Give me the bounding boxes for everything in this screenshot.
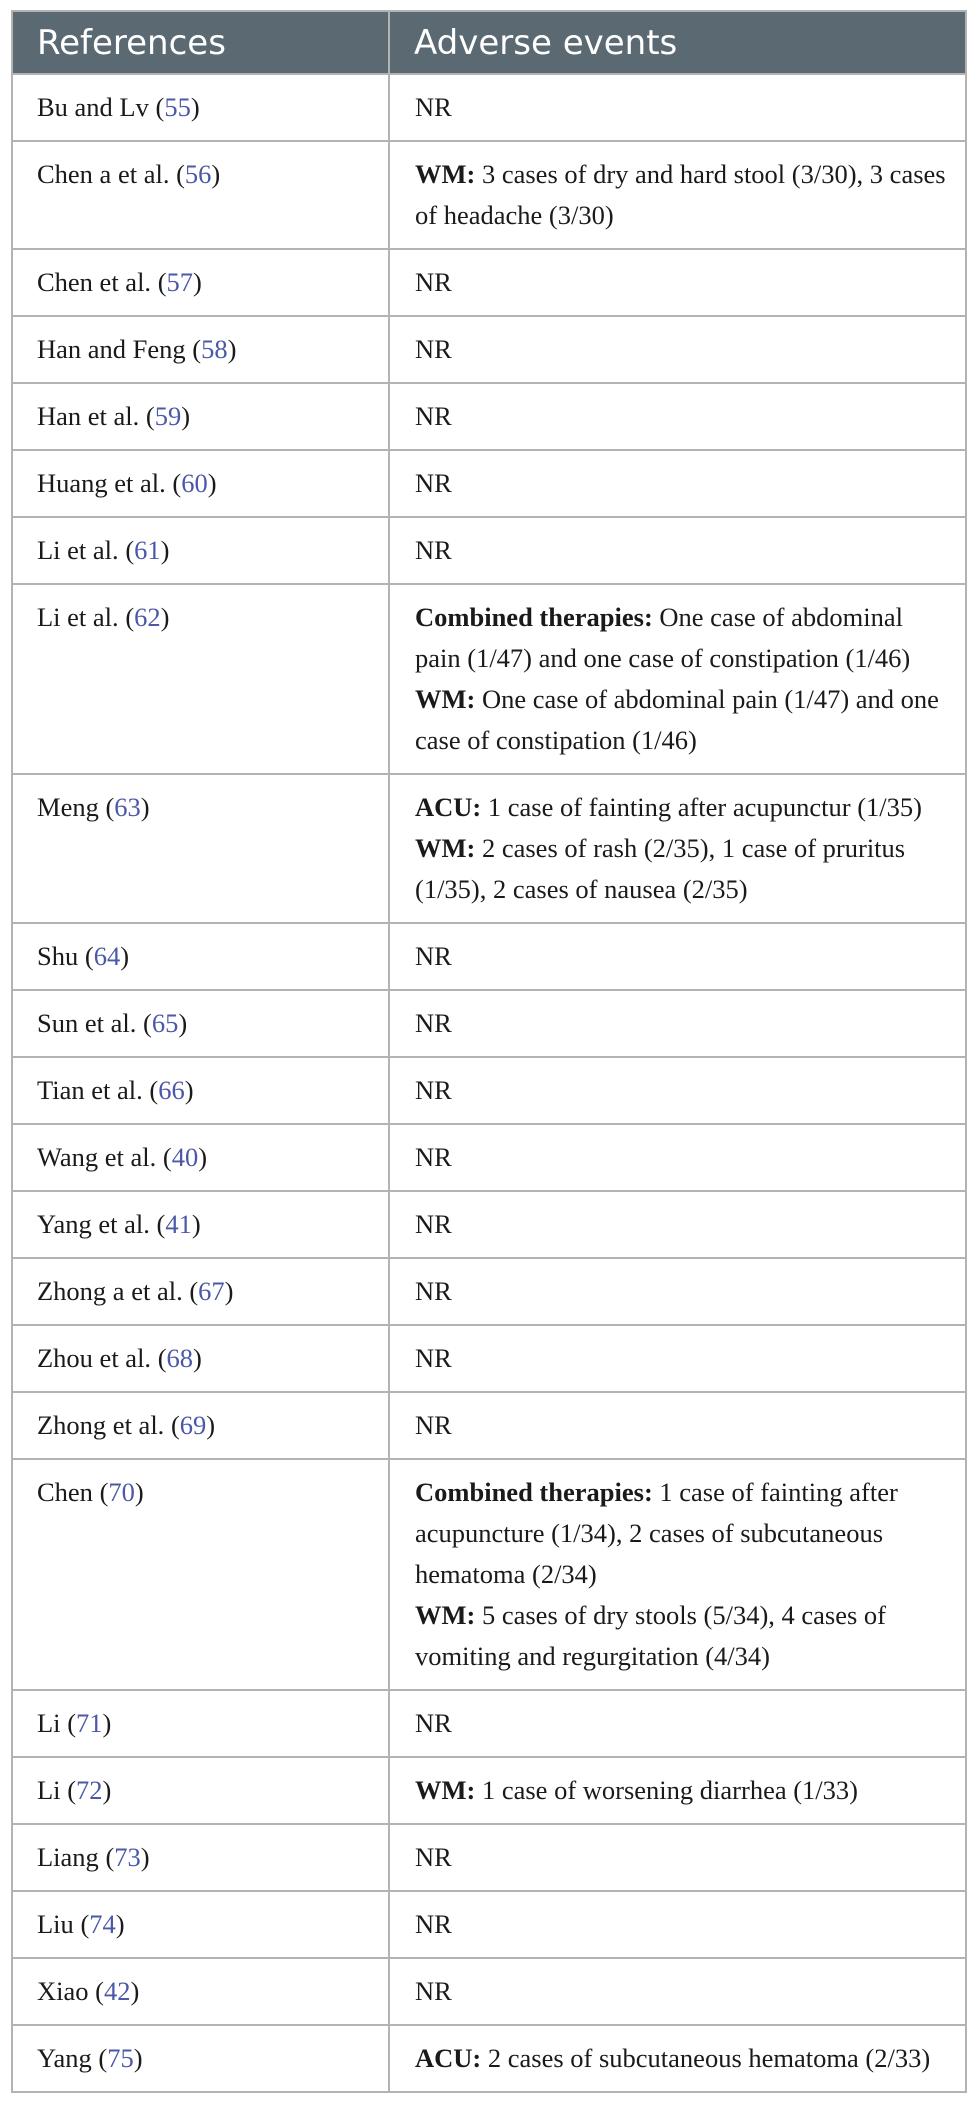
reference-cell: Zhong a et al. (67)	[12, 1258, 389, 1325]
adverse-event-text: 2 cases of rash (2/35), 1 case of pruritus (1/35), 2 cases of nausea (2/35)	[415, 833, 906, 904]
reference-cell: Huang et al. (60)	[12, 450, 389, 517]
reference-name: Li et al.	[37, 602, 119, 632]
adverse-event-entry	[415, 787, 955, 828]
table-row	[12, 450, 966, 517]
citation-link[interactable]: 61	[134, 535, 161, 565]
citation-link[interactable]: 55	[164, 92, 191, 122]
reference-cell: Han et al. (59)	[12, 383, 389, 450]
citation-link[interactable]: 64	[93, 941, 121, 971]
table-row	[12, 1057, 966, 1124]
citation-link[interactable]: 68	[166, 1343, 194, 1373]
citation-link[interactable]: 60	[181, 468, 208, 498]
adverse-events-cell	[389, 1124, 966, 1191]
adverse-events-cell	[389, 584, 966, 774]
adverse-events-cell	[389, 1191, 966, 1258]
reference-name: Meng	[37, 792, 99, 822]
table-row	[12, 1325, 966, 1392]
reference-name: Wang et al.	[37, 1142, 157, 1172]
table-row	[12, 1757, 966, 1824]
citation-link[interactable]: 63	[114, 792, 141, 822]
citation-link[interactable]: 74	[89, 1909, 116, 1939]
reference-name: Sun et al.	[37, 1008, 137, 1038]
reference-cell: Tian et al. (66)	[12, 1057, 389, 1124]
reference-name: Shu	[37, 941, 79, 971]
adverse-event-text: NR	[415, 92, 452, 122]
table-row	[12, 383, 966, 450]
adverse-event-text: NR	[415, 1976, 452, 2006]
reference-name: Chen	[37, 1477, 93, 1507]
treatment-group-label: Combined therapies:	[415, 1477, 653, 1507]
reference-cell: Li et al. (61)	[12, 517, 389, 584]
adverse-events-cell	[389, 383, 966, 450]
adverse-event-text: NR	[415, 401, 452, 431]
adverse-events-cell	[389, 1824, 966, 1891]
adverse-event-entry	[415, 1770, 955, 1811]
reference-cell: Liu (74)	[12, 1891, 389, 1958]
reference-cell: Chen a et al. (56)	[12, 141, 389, 249]
citation-link[interactable]: 41	[165, 1209, 192, 1239]
table-row	[12, 316, 966, 383]
reference-name: Zhong a et al.	[37, 1276, 183, 1306]
adverse-event-text: NR	[415, 535, 452, 565]
adverse-event-text: 1 case of worsening diarrhea (1/33)	[481, 1775, 858, 1805]
adverse-event-entry	[415, 1070, 955, 1111]
reference-cell: Chen (70)	[12, 1459, 389, 1690]
reference-cell: Li et al. (62)	[12, 584, 389, 774]
table-row	[12, 1459, 966, 1690]
adverse-events-cell	[389, 923, 966, 990]
citation-link[interactable]: 66	[158, 1075, 185, 1105]
adverse-event-entry	[415, 396, 955, 437]
reference-cell: Wang et al. (40)	[12, 1124, 389, 1191]
header-references: References	[12, 11, 389, 74]
adverse-event-text: 1 case of fainting after acupunctur (1/35)	[487, 792, 922, 822]
adverse-event-entry	[415, 679, 955, 761]
adverse-events-cell	[389, 1392, 966, 1459]
adverse-events-cell	[389, 2025, 966, 2092]
adverse-event-text: 1 case of fainting after acupuncture (1/34), 2 cases of subcutaneous hematoma (2/34)	[415, 1477, 898, 1589]
citation-link[interactable]: 65	[151, 1008, 179, 1038]
adverse-event-text: 2 cases of subcutaneous hematoma (2/33)	[487, 2043, 931, 2073]
adverse-event-text: NR	[415, 1708, 452, 1738]
citation-link[interactable]: 75	[107, 2043, 134, 2073]
table-row	[12, 1824, 966, 1891]
adverse-event-entry	[415, 1904, 955, 1945]
table-row	[12, 1958, 966, 2025]
adverse-event-entry	[415, 87, 955, 128]
adverse-event-text: NR	[415, 334, 452, 364]
adverse-event-entry	[415, 828, 955, 910]
reference-name: Liu	[37, 1909, 74, 1939]
adverse-event-entry	[415, 1837, 955, 1878]
table-row	[12, 1891, 966, 1958]
table-row	[12, 1690, 966, 1757]
reference-name: Yang et al.	[37, 1209, 150, 1239]
adverse-events-cell	[389, 1757, 966, 1824]
adverse-event-entry	[415, 154, 955, 236]
adverse-event-text: NR	[415, 1276, 452, 1306]
adverse-event-entry	[415, 463, 955, 504]
reference-cell: Sun et al. (65)	[12, 990, 389, 1057]
reference-cell: Liang (73)	[12, 1824, 389, 1891]
reference-name: Han and Feng	[37, 334, 186, 364]
adverse-events-cell	[389, 1459, 966, 1690]
adverse-event-entry	[415, 1595, 955, 1677]
reference-name: Huang et al.	[37, 468, 166, 498]
adverse-events-cell	[389, 1325, 966, 1392]
adverse-event-entry	[415, 1703, 955, 1744]
treatment-group-label: WM:	[415, 1775, 476, 1805]
citation-link[interactable]: 69	[179, 1410, 207, 1440]
treatment-group-label: Combined therapies:	[415, 602, 653, 632]
reference-name: Zhou et al.	[37, 1343, 152, 1373]
reference-name: Yang	[37, 2043, 92, 2073]
table-row	[12, 1191, 966, 1258]
reference-name: Han et al.	[37, 401, 140, 431]
reference-name: Tian et al.	[37, 1075, 143, 1105]
reference-cell: Bu and Lv (55)	[12, 74, 389, 141]
adverse-events-cell	[389, 74, 966, 141]
reference-name: Liang	[37, 1842, 99, 1872]
table-row	[12, 249, 966, 316]
table-row	[12, 2025, 966, 2092]
citation-link[interactable]: 57	[166, 267, 194, 297]
table-row	[12, 990, 966, 1057]
citation-link[interactable]: 40	[171, 1142, 199, 1172]
reference-cell: Li (71)	[12, 1690, 389, 1757]
treatment-group-label: WM:	[415, 1600, 476, 1630]
adverse-event-entry	[415, 1204, 955, 1245]
reference-name: Zhong et al.	[37, 1410, 165, 1440]
adverse-events-cell	[389, 316, 966, 383]
treatment-group-label: WM:	[415, 833, 476, 863]
adverse-events-cell	[389, 990, 966, 1057]
citation-link[interactable]: 73	[114, 1842, 141, 1872]
citation-link[interactable]: 62	[134, 602, 161, 632]
adverse-events-cell	[389, 1958, 966, 2025]
citation-link[interactable]: 58	[201, 334, 228, 364]
reference-cell: Li (72)	[12, 1757, 389, 1824]
adverse-event-text: One case of abdominal pain (1/47) and one case of constipation (1/46)	[415, 684, 939, 755]
adverse-event-entry	[415, 1472, 955, 1595]
adverse-events-cell	[389, 1690, 966, 1757]
reference-name: Li	[37, 1775, 61, 1805]
adverse-event-entry	[415, 1971, 955, 2012]
adverse-event-entry	[415, 597, 955, 679]
citation-link[interactable]: 56	[184, 159, 212, 189]
adverse-event-text: 5 cases of dry stools (5/34), 4 cases of vomiting and regurgitation (4/34)	[415, 1600, 887, 1671]
adverse-event-entry	[415, 936, 955, 977]
treatment-group-label: WM:	[415, 159, 476, 189]
reference-cell: Chen et al. (57)	[12, 249, 389, 316]
reference-name: Li	[37, 1708, 61, 1738]
table-row	[12, 1258, 966, 1325]
adverse-event-entry	[415, 1137, 955, 1178]
adverse-events-cell	[389, 1057, 966, 1124]
adverse-event-entry	[415, 1271, 955, 1312]
citation-link[interactable]: 72	[76, 1775, 103, 1805]
table-row	[12, 141, 966, 249]
reference-cell: Han and Feng (58)	[12, 316, 389, 383]
adverse-event-text: NR	[415, 468, 452, 498]
adverse-event-text: 3 cases of dry and hard stool (3/30), 3 cases of headache (3/30)	[415, 159, 946, 230]
adverse-event-entry	[415, 530, 955, 571]
citation-link[interactable]: 67	[198, 1276, 225, 1306]
reference-cell: Meng (63)	[12, 774, 389, 923]
citation-link[interactable]: 70	[108, 1477, 135, 1507]
adverse-event-entry	[415, 262, 955, 303]
adverse-event-text: NR	[415, 1343, 452, 1373]
header-row	[12, 11, 966, 74]
reference-cell: Zhou et al. (68)	[12, 1325, 389, 1392]
reference-cell: Shu (64)	[12, 923, 389, 990]
adverse-event-entry	[415, 2038, 955, 2079]
table-row	[12, 923, 966, 990]
table-row	[12, 1392, 966, 1459]
citation-link[interactable]: 71	[76, 1708, 103, 1738]
table-row	[12, 517, 966, 584]
adverse-event-entry	[415, 1338, 955, 1379]
adverse-events-cell	[389, 1258, 966, 1325]
adverse-events-cell	[389, 249, 966, 316]
adverse-event-entry	[415, 1003, 955, 1044]
adverse-event-text: NR	[415, 1142, 452, 1172]
adverse-event-text: NR	[415, 1008, 452, 1038]
adverse-event-text: NR	[415, 1075, 452, 1105]
reference-name: Chen et al.	[37, 267, 152, 297]
adverse-event-text: NR	[415, 1410, 452, 1440]
reference-cell: Xiao (42)	[12, 1958, 389, 2025]
adverse-events-cell	[389, 450, 966, 517]
reference-name: Xiao	[37, 1976, 89, 2006]
treatment-group-label: ACU:	[415, 2043, 482, 2073]
citation-link[interactable]: 42	[103, 1976, 131, 2006]
adverse-event-entry	[415, 1405, 955, 1446]
reference-cell: Yang (75)	[12, 2025, 389, 2092]
adverse-event-text: One case of abdominal pain (1/47) and one case of constipation (1/46)	[415, 602, 911, 673]
adverse-event-text: NR	[415, 1842, 452, 1872]
table-row	[12, 774, 966, 923]
treatment-group-label: ACU:	[415, 792, 482, 822]
reference-cell: Yang et al. (41)	[12, 1191, 389, 1258]
treatment-group-label: WM:	[415, 684, 476, 714]
adverse-events-cell	[389, 141, 966, 249]
table-row	[12, 74, 966, 141]
reference-cell: Zhong et al. (69)	[12, 1392, 389, 1459]
adverse-event-text: NR	[415, 267, 452, 297]
adverse-event-text: NR	[415, 1909, 452, 1939]
citation-link[interactable]: 59	[154, 401, 182, 431]
reference-name: Chen a et al.	[37, 159, 170, 189]
table-row	[12, 1124, 966, 1191]
header-adverse-events: Adverse events	[389, 11, 966, 74]
adverse-events-table	[11, 10, 967, 2093]
adverse-events-cell	[389, 774, 966, 923]
table-body	[12, 74, 966, 2092]
reference-name: Li et al.	[37, 535, 119, 565]
adverse-event-text: NR	[415, 1209, 452, 1239]
adverse-event-text: NR	[415, 941, 452, 971]
adverse-events-cell	[389, 517, 966, 584]
table-row	[12, 584, 966, 774]
adverse-event-entry	[415, 329, 955, 370]
reference-name: Bu and Lv	[37, 92, 149, 122]
adverse-events-cell	[389, 1891, 966, 1958]
